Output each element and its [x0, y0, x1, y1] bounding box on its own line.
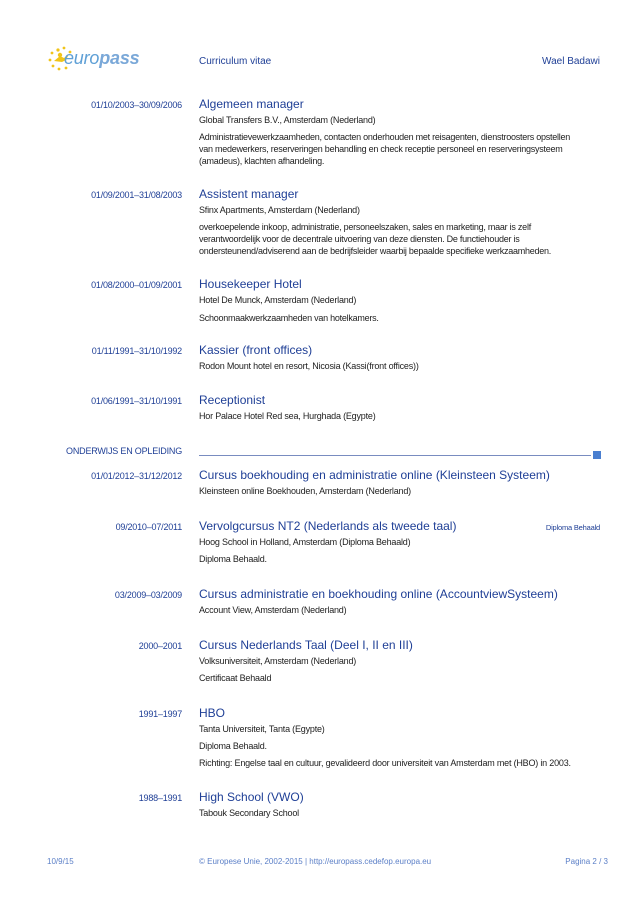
entry-title: Algemeen manager	[199, 97, 304, 111]
document-title: Curriculum vitae	[199, 56, 272, 67]
entry-dates: 1991–1997	[138, 709, 182, 719]
entry-details: Richting: Engelse taal en cultuur, gevalideerd door universiteit van Amsterdam met (HBO) in 2003.	[199, 758, 571, 768]
footer-date: 10/9/15	[47, 857, 74, 866]
europass-logo-text: europass	[64, 48, 140, 68]
entry-institution: Volksuniversiteit, Amsterdam (Nederland)	[199, 656, 357, 666]
entry-dates: 1988–1991	[138, 793, 182, 803]
entry-institution: Hoog School in Holland, Amsterdam (Diploma Behaald)	[199, 537, 411, 547]
entry-title: Receptionist	[199, 393, 266, 407]
entry-title: High School (VWO)	[199, 790, 304, 804]
entry-employer: Global Transfers B.V., Amsterdam (Nederland)	[199, 115, 376, 125]
footer-copyright-link[interactable]: © Europese Unie, 2002-2015 | http://europass.cedefop.europa.eu	[199, 857, 432, 866]
entry-details: Diploma Behaald.	[199, 741, 267, 751]
entry-institution: Tabouk Secondary School	[199, 808, 299, 818]
entry-details: Diploma Behaald.	[199, 554, 267, 564]
entry-title: Kassier (front offices)	[199, 343, 313, 357]
entry-dates: 01/08/2000–01/09/2001	[91, 280, 182, 290]
entry-dates: 01/11/1991–31/10/1992	[91, 346, 182, 356]
entry-dates: 01/10/2003–30/09/2006	[91, 100, 182, 110]
entry-employer: Hotel De Munck, Amsterdam (Nederland)	[199, 295, 357, 305]
entry-details: Administratievewerkzaamheden, contacten onderhouden met reisagenten, dienstroosters opstellen van medewerkers, reserveringen behandling en check receptie personeel en reserveringsysteem (amadeus), klachten afhandeling.	[199, 132, 570, 166]
entry-institution: Kleinsteen online Boekhouden, Amsterdam (Nederland)	[199, 486, 411, 496]
entry-dates: 01/09/2001–31/08/2003	[91, 190, 182, 200]
entry-employer: Rodon Mount hotel en resort, Nicosia (Kassi(front offices))	[199, 361, 419, 371]
entry-note: Diploma Behaald	[545, 523, 600, 532]
entry-title: Cursus administratie en boekhouding online (AccountviewSysteem)	[199, 587, 558, 601]
section-heading-education: ONDERWIJS EN OPLEIDING	[66, 446, 182, 456]
entry-title: Cursus Nederlands Taal (Deel I, II en III)	[199, 638, 413, 652]
entry-dates: 09/2010–07/2011	[115, 522, 182, 532]
entry-dates: 2000–2001	[138, 641, 182, 651]
entry-employer: Sfinx Apartments, Amsterdam (Nederland)	[199, 205, 360, 215]
entry-title: HBO	[199, 706, 226, 720]
entry-dates: 03/2009–03/2009	[114, 590, 182, 600]
entry-details: overkoepelende inkoop, administratie, personeelszaken, sales en marketing, maar is zelf verantwoordelijk voor de decentrale uitvoering van deze diensten. De functiehouder is ondersteunend/adviserend aan de bedrijfsleider waarbij bepaalde specifieke werkzaamheden.	[199, 222, 551, 256]
person-name: Wael Badawi	[542, 56, 600, 67]
entry-dates: 01/06/1991–31/10/1991	[91, 396, 182, 406]
footer-page-number: Pagina 2 / 3	[565, 857, 608, 866]
entry-details: Schoonmaakwerkzaamheden van hotelkamers.	[199, 313, 379, 323]
entry-title: Vervolgcursus NT2 (Nederlands als tweede taal)	[199, 519, 457, 533]
entry-institution: Tanta Universiteit, Tanta (Egypte)	[199, 724, 325, 734]
entry-title: Housekeeper Hotel	[199, 277, 302, 291]
entry-employer: Hor Palace Hotel Red sea, Hurghada (Egypte)	[199, 411, 376, 421]
entry-institution: Account View, Amsterdam (Nederland)	[199, 605, 347, 615]
entry-dates: 01/01/2012–31/12/2012	[91, 471, 182, 481]
entry-title: Cursus boekhouding en administratie online (Kleinsteen Systeem)	[199, 468, 550, 482]
entry-details: Certificaat Behaald	[199, 673, 272, 683]
section-divider	[199, 455, 591, 456]
section-marker	[593, 451, 601, 459]
entry-title: Assistent manager	[199, 187, 299, 201]
